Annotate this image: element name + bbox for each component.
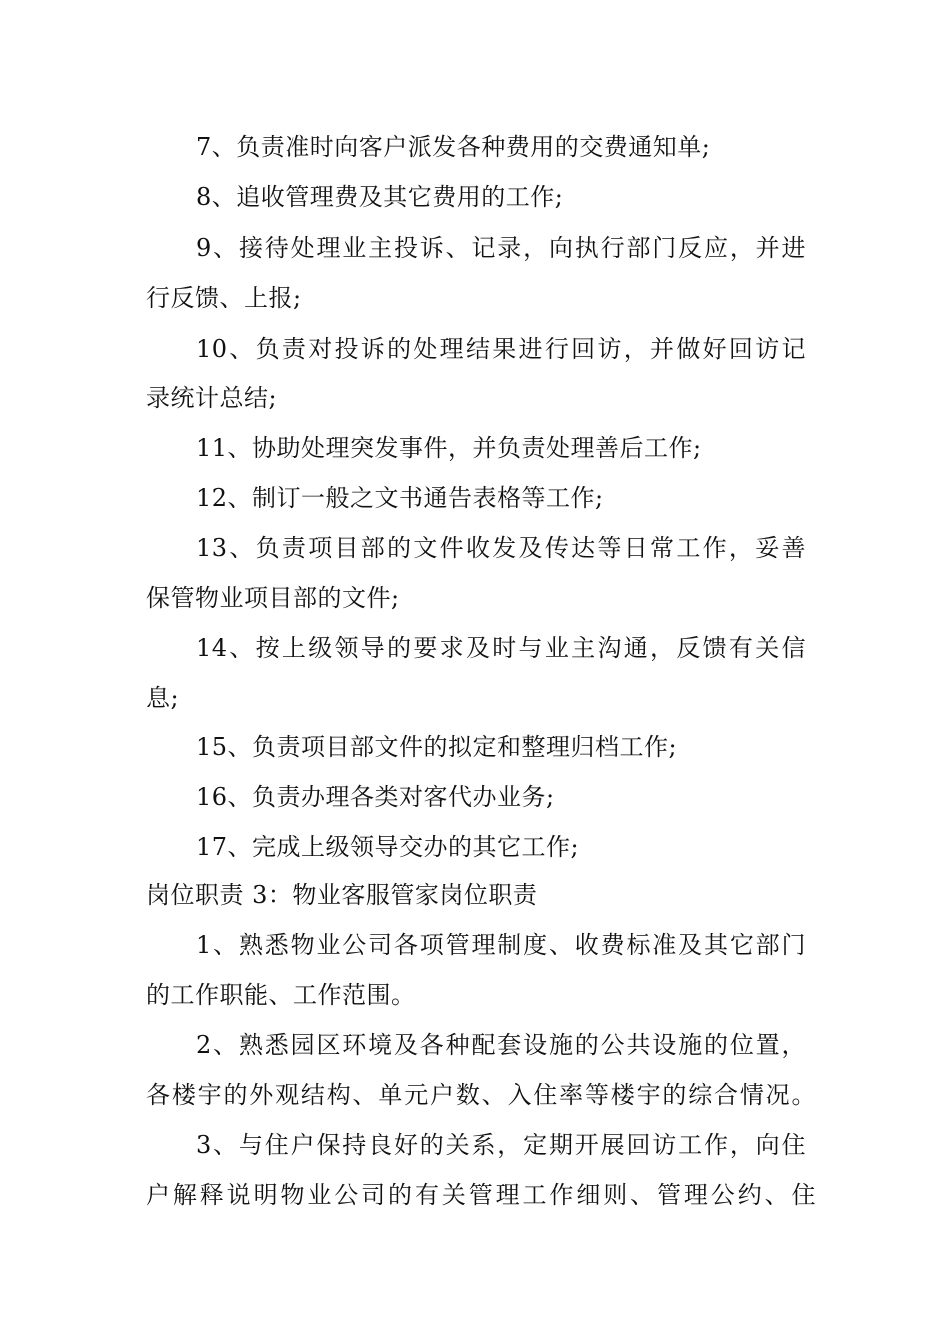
paragraph-line: 息; [146, 684, 180, 712]
paragraph-line: 保管物业项目部的文件; [146, 584, 400, 612]
paragraph-line: 行反馈、上报; [146, 284, 302, 312]
paragraph-line: 12、制订一般之文书通告表格等工作; [196, 484, 604, 512]
section-heading: 岗位职责 3：物业客服管家岗位职责 [146, 881, 538, 909]
paragraph-line: 2、熟悉园区环境及各种配套设施的公共设施的位置， [196, 1031, 806, 1059]
paragraph-line: 15、负责项目部文件的拟定和整理归档工作; [196, 733, 678, 761]
paragraph-line: 1、熟悉物业公司各项管理制度、收费标准及其它部门 [196, 931, 806, 959]
paragraph-line: 3、与住户保持良好的关系，定期开展回访工作，向住 [196, 1131, 806, 1159]
paragraph-line: 的工作职能、工作范围。 [146, 981, 416, 1009]
paragraph-line: 各楼宇的外观结构、单元户数、入住率等楼宇的综合情况。 [146, 1081, 816, 1109]
paragraph-line: 户解释说明物业公司的有关管理工作细则、管理公约、住 [146, 1181, 816, 1209]
paragraph-line: 录统计总结; [146, 384, 278, 412]
paragraph-line: 9、接待处理业主投诉、记录，向执行部门反应，并进 [196, 234, 806, 262]
paragraph-line: 16、负责办理各类对客代办业务; [196, 783, 555, 811]
paragraph-line: 7、负责准时向客户派发各种费用的交费通知单; [196, 133, 711, 161]
paragraph-line: 17、完成上级领导交办的其它工作; [196, 833, 580, 861]
paragraph-line: 13、负责项目部的文件收发及传达等日常工作，妥善 [196, 534, 806, 562]
paragraph-line: 11、协助处理突发事件，并负责处理善后工作; [196, 434, 702, 462]
paragraph-line: 10、负责对投诉的处理结果进行回访，并做好回访记 [196, 335, 806, 363]
paragraph-line: 14、按上级领导的要求及时与业主沟通，反馈有关信 [196, 634, 806, 662]
paragraph-line: 8、追收管理费及其它费用的工作; [196, 183, 564, 211]
